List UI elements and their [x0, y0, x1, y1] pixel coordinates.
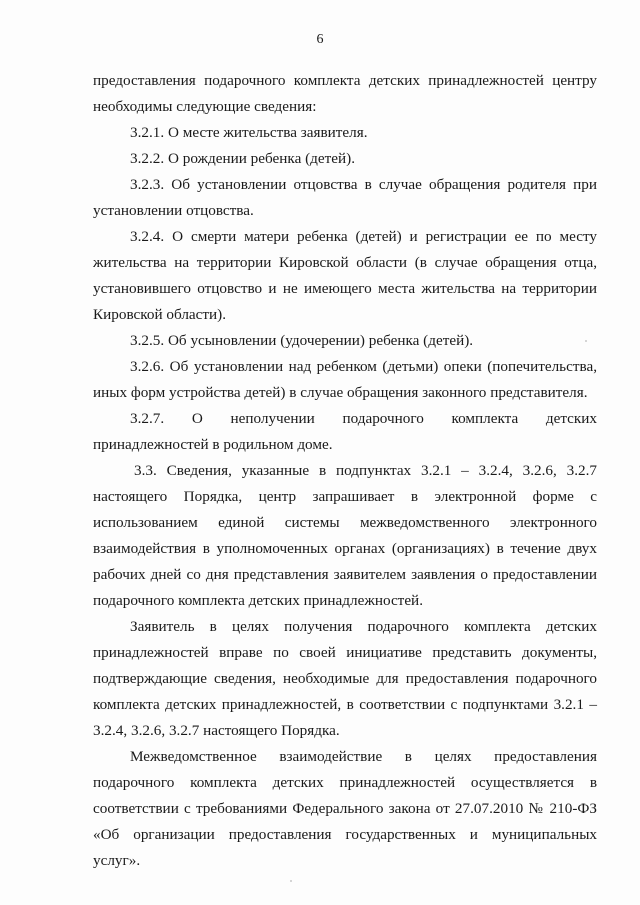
scan-speck: [290, 880, 292, 882]
paragraph-3-2-5: 3.2.5. Об усыновлении (удочерении) ребенка (детей).: [130, 332, 474, 349]
paragraph-3-2-3: 3.2.3. Об установлении отцовства в случае обращения родителя при установлении отцовства.: [93, 176, 597, 219]
document-body: [93, 68, 597, 874]
scan-speck: [585, 340, 587, 342]
page-number: 6: [316, 32, 324, 47]
paragraph-3-3: 3.3. Сведения, указанные в подпунктах 3.2.1 – 3.2.4, 3.2.6, 3.2.7 настоящего Порядка, центр запрашивает в электронной форме с использованием единой системы межведомственного электронного взаимодействия в уполномоченных органах (организациях) в течение двух рабочих дней со дня представления заявителем заявления о предоставлении подарочного комплекта детских принадлежностей.: [93, 462, 597, 609]
paragraph-intro: предоставления подарочного комплекта детских принадлежностей центру необходимы следующие сведения:: [93, 72, 597, 115]
paragraph-interagency: Межведомственное взаимодействие в целях предоставления подарочного комплекта детских принадлежностей осуществляется в соответствии с требованиями Федерального закона от 27.07.2010 № 210-ФЗ «Об организации предоставления государственных и муниципальных услуг».: [93, 748, 597, 869]
paragraph-3-2-1: 3.2.1. О месте жительства заявителя.: [130, 124, 368, 141]
paragraph-3-2-6: 3.2.6. Об установлении над ребенком (детьми) опеки (попечительства, иных форм устройства детей) в случае обращения законного представителя.: [93, 358, 597, 401]
paragraph-3-2-7: 3.2.7. О неполучении подарочного комплекта детских принадлежностей в родильном доме.: [93, 410, 597, 453]
paragraph-3-2-4: 3.2.4. О смерти матери ребенка (детей) и регистрации ее по месту жительства на территории Кировской области (в случае обращения отца, установившего отцовство и не имеющего места жительства на территории Кировской области).: [93, 228, 597, 323]
paragraph-3-2-2: 3.2.2. О рождении ребенка (детей).: [130, 150, 355, 167]
paragraph-applicant-right: Заявитель в целях получения подарочного комплекта детских принадлежностей вправе по своей инициативе представить документы, подтверждающие сведения, необходимые для предоставления подарочного комплекта детских принадлежностей, в соответствии с подпунктами 3.2.1 – 3.2.4, 3.2.6, 3.2.7 настоящего Порядка.: [93, 618, 597, 739]
